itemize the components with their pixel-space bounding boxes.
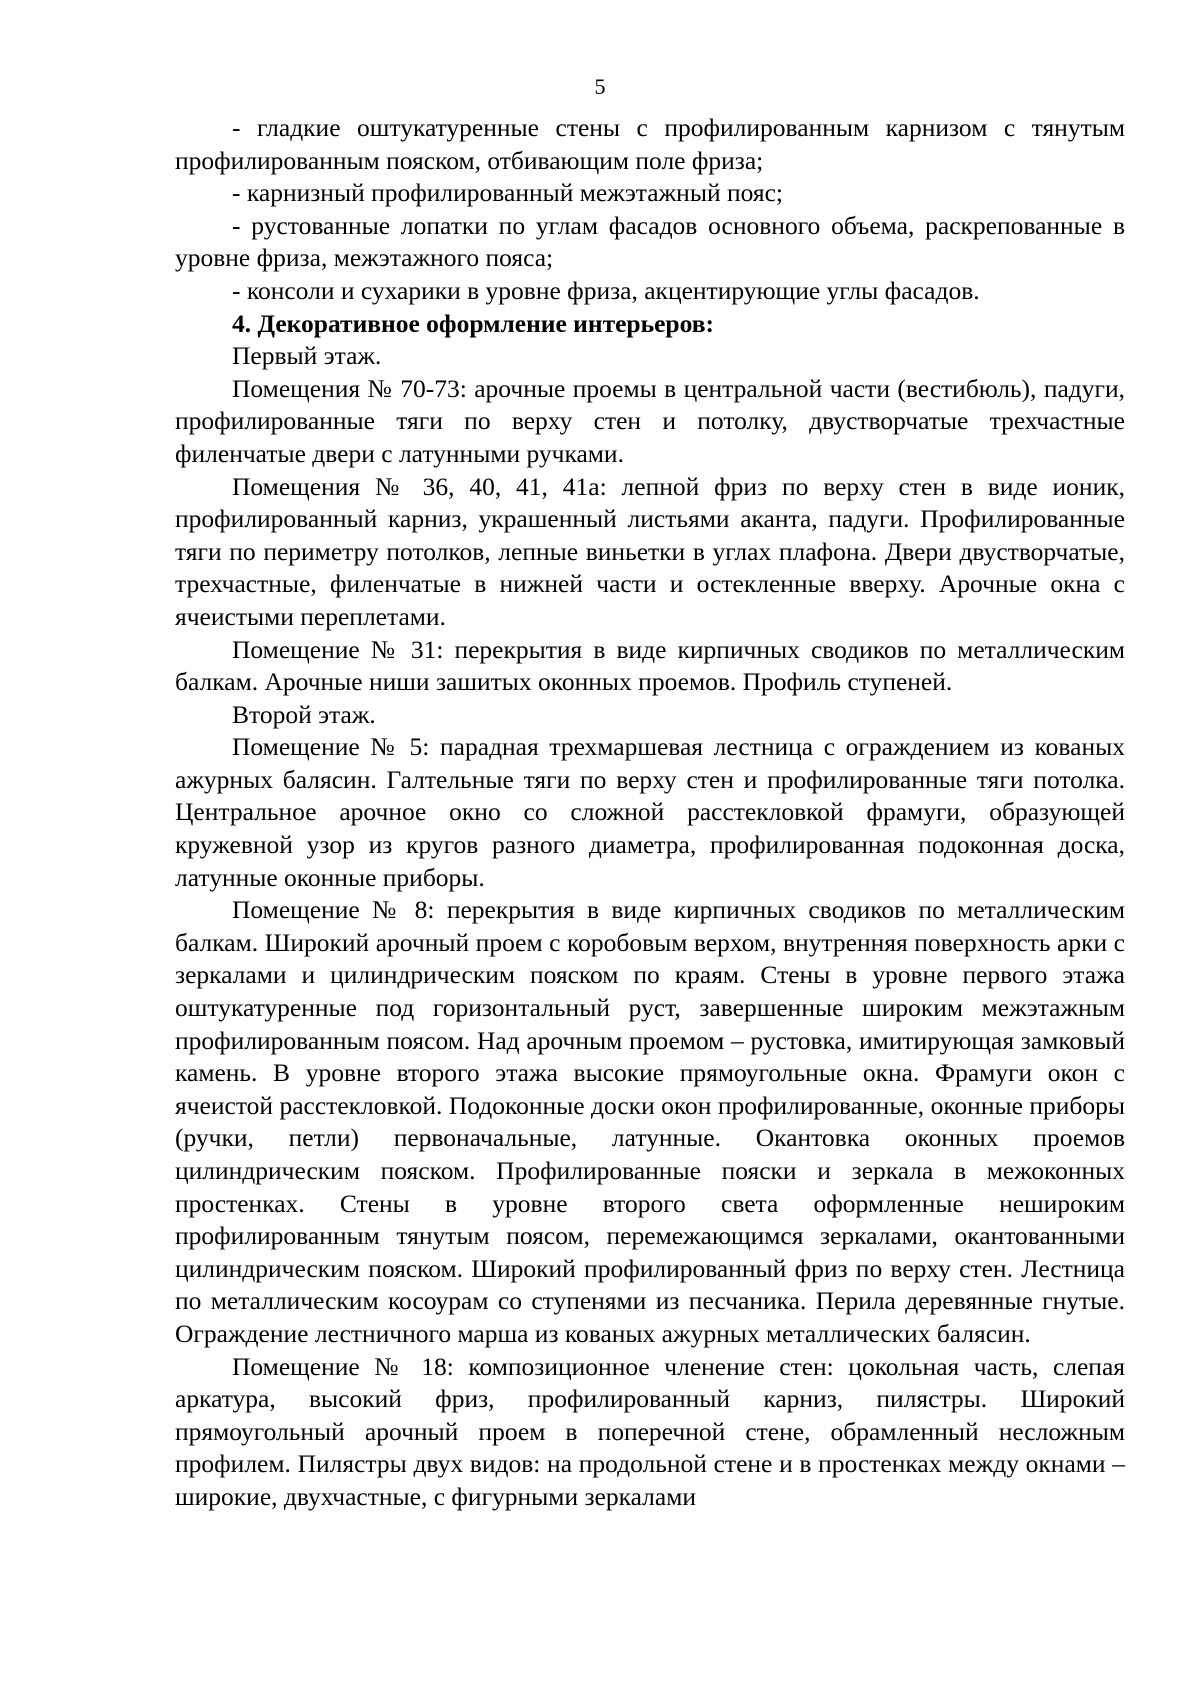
paragraph-rooms-70-73: Помещения № 70-73: арочные проемы в центральной части (вестибюль), падуги, профилированные тяги по верху стен и потолку, двустворчатые трехчастные филенчатые двери с латунными ручками. [175, 373, 1125, 468]
paragraph-rooms-36-41a: Помещения № 36, 40, 41, 41а: лепной фриз по верху стен в виде ионик, профилированный карниз, украшенный листьями аканта, падуги. Профилированные тяги по периметру потолков, лепные виньетки в углах плафона. Двери двустворчатые, трехчастные, филенчатые в нижней части и остекленные вверху. Арочные окна с ячеистыми переплетами. [175, 471, 1125, 631]
paragraph-first-floor: Первый этаж. [232, 341, 382, 371]
paragraph-consoles: - консоли и сухарики в уровне фриза, акцентирующие углы фасадов. [232, 275, 980, 305]
paragraph-rusticated-pilasters: - рустованные лопатки по углам фасадов основного объема, раскрепованные в уровне фриза, межэтажного пояса; [175, 210, 1125, 273]
section-heading-interiors: 4. Декоративное оформление интерьеров: [232, 308, 714, 338]
paragraph-room-18: Помещение № 18: композиционное членение стен: цокольная часть, слепая аркатура, высокий фриз, профилированный карниз, пилястры. Широкий прямоугольный арочный проем в поперечной стене, обрамленный несложным профилем. Пилястры двух видов: на продольной стене и в простенках между окнами – широкие, двухчастные, с фигурными зеркалами [175, 1351, 1125, 1511]
paragraph-room-8: Помещение № 8: перекрытия в виде кирпичных сводиков по металлическим балкам. Широкий арочный проем с коробовым верхом, внутренняя поверхность арки с зеркалами и цилиндрическим пояском по краям. Стены в уровне первого этажа оштукатуренные под горизонтальный руст, завершенные широким межэтажным профилированным поясом. Над арочным проемом – рустовка, имитирующая замковый камень. В уровне второго этажа высокие прямоугольные окна. Фрамуги окон с ячеистой расстекловкой. Подоконные доски окон профилированные, оконные приборы (ручки, петли) первоначальные, латунные. Окантовка оконных проемов цилиндрическим пояском. Профилированные пояски и зеркала в межоконных простенках. Стены в уровне второго света оформленные нешироким профилированным тянутым поясом, перемежающимся зеркалами, окантованными цилиндрическим пояском. Широкий профилированный фриз по верху стен. Лестница по металлическим косоурам со ступенями из песчаника. Перила деревянные гнутые. Ограждение лестничного марша из кованых ажурных металлических балясин. [175, 895, 1125, 1348]
page-body [175, 112, 1125, 1514]
paragraph-second-floor: Второй этаж. [232, 699, 376, 729]
paragraph-cornice-belt: - карнизный профилированный межэтажный пояс; [232, 178, 784, 208]
page-number: 5 [594, 74, 606, 99]
paragraph-facade-walls: - гладкие оштукатуренные стены с профилированным карнизом с тянутым профилированным пояском, отбивающим поле фриза; [175, 113, 1125, 175]
paragraph-room-31: Помещение № 31: перекрытия в виде кирпичных сводиков по металлическим балкам. Арочные ниши зашитых оконных проемов. Профиль ступеней. [175, 634, 1125, 697]
paragraph-room-5: Помещение № 5: парадная трехмаршевая лестница с ограждением из кованых ажурных балясин. Галтельные тяги по верху стен и профилированные тяги потолка. Центральное арочное окно со сложной расстекловкой фрамуги, образующей кружевной узор из кругов разного диаметра, профилированная подоконная доска, латунные оконные приборы. [175, 732, 1125, 892]
